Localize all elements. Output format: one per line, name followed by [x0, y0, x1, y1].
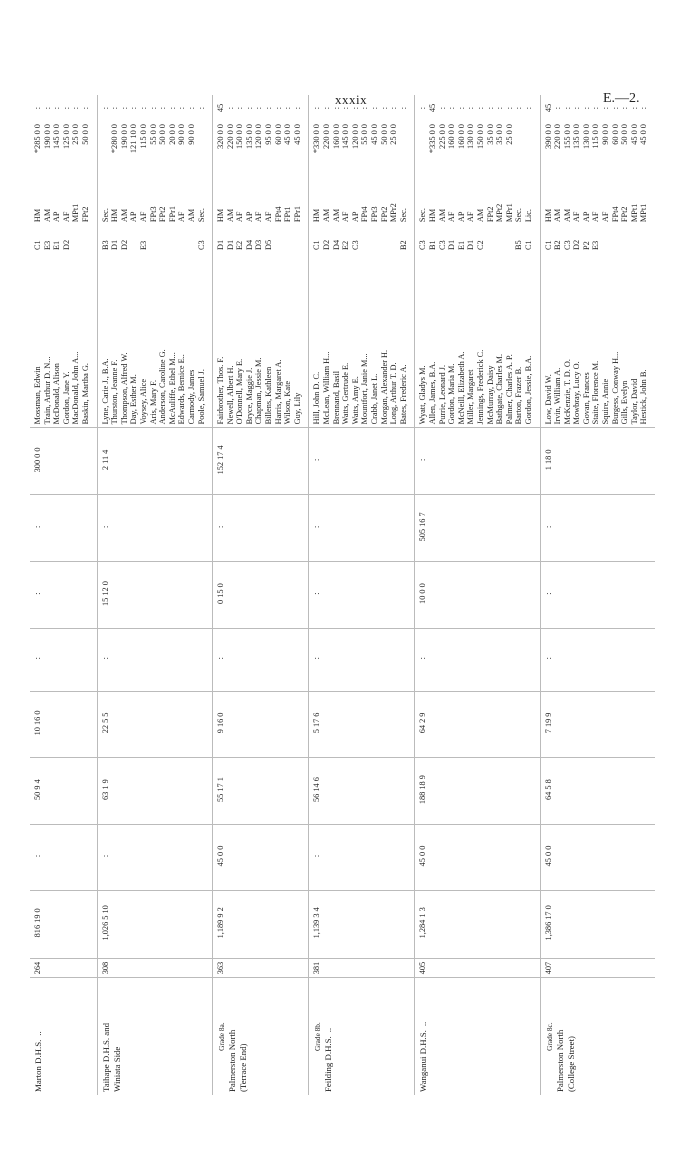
school-cell — [309, 978, 415, 1095]
salary: 390 0 0 220 0 0 155 0 0 135 0 0 130 0 0 115 0 0 90 0 0 60 0 0 50 0 0 45 0 0 45 0 0 — [540, 121, 655, 187]
average-attendance: 405 — [415, 958, 540, 977]
amount-f: 0 15 0 — [213, 562, 309, 628]
amount-b: : — [97, 825, 213, 891]
amount-h: : — [309, 428, 415, 495]
amount-h: : — [415, 428, 540, 495]
school-dots: .. — [323, 1027, 334, 1033]
allowance: 45 : : : : : : : : : : — [540, 95, 655, 121]
table-row — [309, 95, 415, 1095]
amount-d: 7 19 9 — [540, 691, 655, 757]
school-name: Marton D.H.S. — [33, 1039, 43, 1092]
amount-a: 1,189 9 2 — [213, 890, 309, 958]
school-dots: .. — [418, 1021, 429, 1027]
average-attendance: 308 — [97, 958, 213, 977]
amount-a: 1,139 3 4 — [309, 890, 415, 958]
amount-e: : — [309, 628, 415, 691]
school-name: Palmerston North (College Street) — [554, 1029, 576, 1092]
classification: C1 B2 C3 D2 P2 E3 — [540, 225, 655, 253]
amount-g: 505 16 7 — [415, 495, 540, 562]
average-attendance: 407 — [540, 958, 655, 977]
position: Sec. HM AM AF AP AF AM FPt2 MPt2 MPr1 Sec. Lic. — [415, 187, 540, 225]
salary: *335 0 0 225 0 0 160 0 0 160 0 0 130 0 0 150 0 0 35 0 0 35 0 0 25 0 0 — [415, 121, 540, 187]
page-header — [0, 0, 700, 110]
salary: *330 0 0 220 0 0 160 0 0 145 0 0 120 0 0 55 0 0 45 0 0 50 0 0 25 0 0 — [309, 121, 415, 187]
allowance: : : : : : : — [33, 106, 90, 110]
classification: C3 B1 C3 D1 E1 D1 C2 B5 C1 — [415, 225, 540, 253]
amount-b: 45 0 0 — [213, 825, 309, 891]
table-row — [415, 95, 540, 1095]
average-attendance: 381 — [309, 958, 415, 977]
school-dots: .. — [33, 1031, 43, 1036]
amount-e: : — [30, 628, 97, 691]
amount-h: 1 18 0 — [540, 428, 655, 495]
teacher-names: Lyne, Carie J., B.A. Thurston, Jeanne F. Thompson, Alfred W. Day, Esther M. Voysey, Alice Aris, Mary F. Anderson, Caroline G. McAuliffe, Ethel M... Edwards, Bernice E.. Carmody, James Poole, Samuel J. — [97, 253, 213, 428]
amount-c: 55 17 1 — [213, 758, 309, 825]
allowance: 45 : : : : : : : : — [213, 95, 309, 121]
amount-a: 1,284 1 3 — [415, 890, 540, 958]
table-row — [540, 95, 655, 1095]
school-name: Feilding D.H.S. — [323, 1036, 334, 1092]
amount-d: 9 16 0 — [213, 691, 309, 757]
table-row — [97, 95, 213, 1095]
amount-g: : — [309, 495, 415, 562]
amount-h: 152 17 4 — [213, 428, 309, 495]
table-row — [30, 95, 97, 1095]
amount-b: 45 0 0 — [540, 825, 655, 891]
school-name: Wanganui D.H.S. — [418, 1030, 429, 1092]
amount-a: 1,386 17 0 — [540, 890, 655, 958]
school-cell — [213, 978, 309, 1095]
amount-d: 22 5 5 — [97, 691, 213, 757]
teacher-names: Fairbrother, Thos. F. Newell, Albert H. O'Donnell, Mary E. Bryce, Maggie J. Chapman, Jessie M. Billens, Kathleen Harris, Margaret A. Wilson, Kate Guy, Lily — [213, 253, 309, 428]
allowance: : : : : : : : : : : — [309, 95, 415, 121]
document-reference: E.—2. — [603, 91, 640, 106]
position: HM AM AP AF MPt1 FPt2 — [33, 203, 90, 223]
teacher-names: Wyatt, Gladys M. Allen, James, B.A. Purrie, Leonard J. Gordon, Maria M. McNeill, Elizabeth A. Miller, Margaret Jennings, Frederick C. McMurray, Daisy Bathgate, Charles M. Palmer, Charles A. P. Barton, Frazer B. Gordon, Jessie, B.A. — [415, 253, 540, 428]
amount-g: : — [97, 495, 213, 562]
position: HM AM AM AF AP FPt4 FPt3 FPt2 MPr2 Sec. — [309, 187, 415, 225]
amount-e: : — [540, 628, 655, 691]
amount-f: 15 12 0 — [97, 562, 213, 628]
page-number: xxxix — [335, 92, 368, 107]
amount-c: 64 5 8 — [540, 758, 655, 825]
rotated-table — [30, 95, 649, 1095]
position: Sec. HM AM AP AF FPt3 FPt2 FPr1 AF AM Sec. — [97, 187, 213, 225]
teacher-names: Hill, John D. C. McLean, William H... Brennand, Basil Watts, Gertrude E. Watts, Amy E. Mountfort, Janie M... Crabb, Janet L. Morgan, Alexander H. Long, Arthur T. D. Bates, Frederic A. — [309, 253, 415, 428]
amount-g: : — [213, 495, 309, 562]
amount-d: 10 16 0 — [30, 691, 97, 757]
salary: *285 0 0 190 0 0 145 0 0 125 0 0 25 0 0 50 0 0 — [33, 124, 90, 154]
amount-c: 56 14 6 — [309, 758, 415, 825]
school-cell — [540, 978, 655, 1095]
amount-b: : — [309, 825, 415, 891]
allowance: : : : : : : : : : : : — [97, 95, 213, 121]
school-name: Taihape D.H.S. and Winiata Side — [100, 1022, 122, 1092]
amount-a: 1,026 5 10 — [97, 890, 213, 958]
classification: D1 D1 E2 D4 D3 D5 — [213, 225, 309, 253]
amount-h: 2 11 4 — [97, 428, 213, 495]
amount-e: : — [415, 628, 540, 691]
teacher-names: Low, David W. Irvin, William A. McKenzie, T. D. O. Mowbray, Lucy O. Govan, Frances Staite, Florence M. Squire, Annie Burgess, Conway H... Gills, Evelyn Taylor, David Hestick, John B. — [540, 253, 655, 428]
school-cell — [415, 978, 540, 1095]
amount-d: 5 17 6 — [309, 691, 415, 757]
allowance: : 45 : : : : : : : : : : — [415, 95, 540, 121]
salary: *280 0 0 190 0 0 121 10 0 115 0 0 55 0 0 50 0 0 20 0 0 90 0 0 90 0 0 — [97, 121, 213, 187]
amount-f: : — [309, 562, 415, 628]
school-grade: Grade 8a. — [217, 1022, 227, 1051]
amount-b: 45 0 0 — [415, 825, 540, 891]
schools-table — [30, 95, 655, 1095]
salary: 320 0 0 220 0 0 150 0 0 135 0 0 120 0 0 95 0 0 60 0 0 45 0 0 45 0 0 — [213, 121, 309, 187]
amount-e: : — [97, 628, 213, 691]
amount-b: : — [30, 825, 97, 891]
amount-d: 64 2 9 — [415, 691, 540, 757]
amount-f: 10 0 0 — [415, 562, 540, 628]
amount-h: 300 0 0 — [30, 428, 97, 495]
amount-c: 188 18 9 — [415, 758, 540, 825]
classification: C1 D2 D4 E2 C3 B2 — [309, 225, 415, 253]
amount-g: : — [30, 495, 97, 562]
table-row — [213, 95, 309, 1095]
amount-g: : — [540, 495, 655, 562]
amount-f: : — [30, 562, 97, 628]
position: HM AM AF AP AF AF FPt4 FPt1 FPr1 — [213, 187, 309, 225]
school-cell — [30, 978, 97, 1095]
amount-e: : — [213, 628, 309, 691]
school-name: Palmerston North (Terrace End) — [227, 1029, 249, 1092]
table-body — [30, 95, 655, 1095]
classification: C1 E3 E1 D2 — [33, 239, 71, 251]
average-attendance: 264 — [30, 958, 97, 977]
position: HM AM AM AF AP AF AF FPt4 FPt2 MPt1 MPt1 — [540, 187, 655, 225]
amount-f: : — [540, 562, 655, 628]
amount-a: 816 19 0 — [30, 890, 97, 958]
classification: B3 D1 D2 E3 C3 — [97, 225, 213, 253]
school-cell — [97, 978, 213, 1095]
average-attendance: 363 — [213, 958, 309, 977]
amount-c: 50 9 4 — [30, 758, 97, 825]
amount-c: 63 1 9 — [97, 758, 213, 825]
school-grade: Grade 8c. — [544, 1022, 554, 1051]
teacher-names: Mossman, Edwin Train, Arthur D. N... McDonald, Alison Gordon, Jane Y. MacDonald, John A... Baskin, Martha G. — [33, 351, 90, 425]
school-grade: Grade 8b. — [313, 1022, 323, 1052]
